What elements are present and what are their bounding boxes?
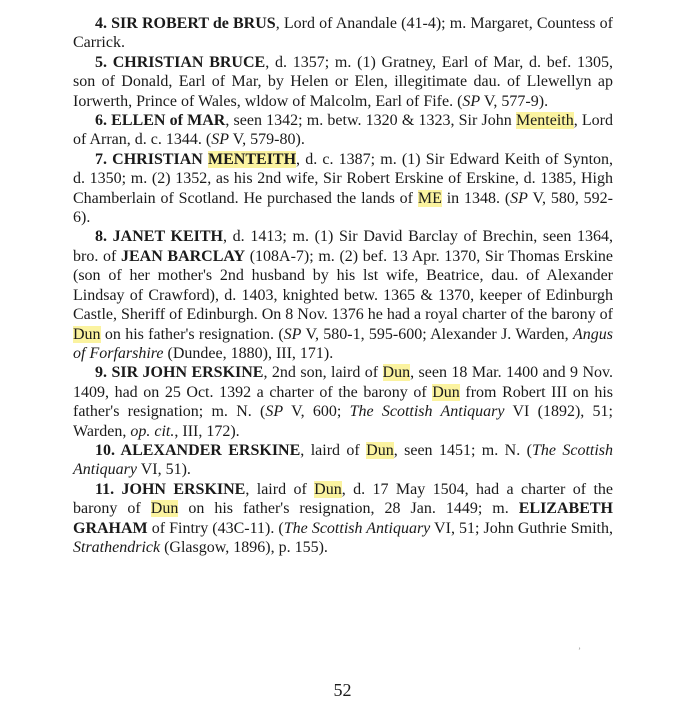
entry-text: (Dundee, 1880), III, 171). bbox=[163, 344, 334, 362]
generation-entry bbox=[73, 480, 613, 558]
stray-mark: ʼ bbox=[578, 646, 581, 656]
generation-entry bbox=[73, 53, 613, 111]
highlighted-term: Dun bbox=[150, 500, 179, 518]
person-name: ELIZABETH GRAHAM bbox=[73, 500, 613, 537]
citation-title: The Scottish Antiquary bbox=[349, 403, 505, 421]
entry-text: of Fintry (43C-11). ( bbox=[147, 519, 284, 537]
page-body bbox=[73, 14, 613, 557]
citation-title: Angus of Forfarshire bbox=[73, 325, 613, 362]
generation-entry bbox=[73, 441, 613, 480]
person-name: 9. SIR JOHN ERSKINE bbox=[95, 364, 264, 382]
highlighted-term: MENTEITH bbox=[208, 150, 297, 168]
entry-text: , d. 1357; m. (1) Gratney, Earl of Mar, d. bef. 1305, son of Donald, Earl of Mar, by Helen or Elen, illegitimate dau. of Llewellyn ap Iorwerth, Prince of Wales, wldow of Malcolm, Earl of Fife. ( bbox=[73, 53, 613, 110]
entry-text: V, 580-1, 595-600; Alexander J. Warden, bbox=[301, 325, 573, 343]
citation-title: SP bbox=[211, 131, 229, 149]
citation-title: SP bbox=[462, 92, 481, 110]
entry-text: , seen 18 Mar. 1400 and 9 Nov. 1409, had on 25 Oct. 1392 a charter of the barony of bbox=[73, 364, 613, 401]
entry-text: V, 579-80). bbox=[228, 131, 305, 149]
citation-title: op. cit. bbox=[130, 422, 175, 440]
entry-text: , Lord of Arran, d. c. 1344. ( bbox=[73, 112, 613, 149]
person-name: 4. SIR ROBERT de BRUS bbox=[95, 15, 276, 32]
person-name: 6. ELLEN of MAR bbox=[95, 112, 226, 130]
person-name: JEAN BARCLAY bbox=[120, 247, 246, 265]
citation-title: The Scottish Antiquary bbox=[73, 441, 614, 479]
entry-text: V, 577-9). bbox=[480, 92, 549, 110]
citation-title: SP bbox=[265, 403, 284, 421]
entry-text: on his father's resignation. ( bbox=[100, 325, 284, 343]
citation-title: SP bbox=[510, 189, 528, 207]
entry-text: V, 600; bbox=[283, 403, 350, 421]
generation-entry bbox=[73, 14, 613, 53]
highlighted-term: Menteith bbox=[515, 112, 574, 130]
person-name: 11. JOHN ERSKINE bbox=[95, 480, 246, 498]
entry-text: VI (1892), 51; Warden, bbox=[73, 403, 613, 440]
entry-text: , d. 1413; m. (1) Sir David Barclay of Brechin, seen 1364, bro. of bbox=[73, 228, 613, 265]
entry-text: , Lord of Anandale (41-4); m. Margaret, Countess of Carrick. bbox=[73, 15, 614, 52]
entry-text: on his father's resignation, 28 Jan. 1449; m. bbox=[178, 500, 519, 518]
entry-text: , 2nd son, laird of bbox=[263, 364, 383, 382]
highlighted-term: Dun bbox=[314, 480, 342, 498]
entry-text: , laird of bbox=[245, 480, 315, 498]
genealogy-entries bbox=[73, 14, 613, 557]
entry-text: , seen 1342; m. betw. 1320 & 1323, Sir John bbox=[225, 112, 516, 130]
highlighted-term: Dun bbox=[382, 364, 411, 382]
citation-title: SP bbox=[283, 325, 302, 343]
highlighted-term: Dun bbox=[432, 383, 460, 401]
entry-text: VI, 51; John Guthrie Smith, bbox=[430, 519, 613, 537]
entry-text: , seen 1451; m. N. ( bbox=[393, 441, 532, 459]
highlighted-term: ME bbox=[417, 189, 442, 207]
person-name: 5. CHRISTIAN BRUCE bbox=[95, 53, 266, 71]
entry-text: , laird of bbox=[300, 441, 367, 459]
person-name: 10. ALEXANDER ERSKINE bbox=[95, 441, 301, 459]
entry-text: (108A-7); m. (2) bef. 13 Apr. 1370, Sir Thomas Erskine (son of her mother's 2nd husband by his lst wife, Beatrice, dau. of Alexander Lindsay of Crawford), d. 1403, knighted betw. 1365 & 1370, keeper of Edinburgh Castle, Sheriff of Edinburgh. On 8 Nov. 1376 he had a royal charter of the barony of bbox=[73, 247, 614, 324]
generation-entry bbox=[73, 150, 613, 228]
highlighted-term: Dun bbox=[73, 325, 101, 343]
entry-text: from Robert III on his father's resignation; m. N. ( bbox=[73, 383, 613, 421]
citation-title: The Scottish Antiquary bbox=[283, 519, 431, 537]
entry-text: in 1348. ( bbox=[441, 189, 511, 207]
highlighted-term: Dun bbox=[366, 441, 394, 459]
citation-title: Strathendrick bbox=[73, 538, 161, 556]
page-number: 52 bbox=[333, 680, 352, 700]
entry-text: V, 580, 592-6). bbox=[73, 189, 614, 227]
person-name: 8. JANET KEITH bbox=[95, 228, 223, 246]
generation-entry bbox=[73, 363, 613, 441]
entry-text: , d. 17 May 1504, had a charter of the barony of bbox=[73, 480, 614, 518]
person-name: 7. CHRISTIAN bbox=[95, 150, 209, 168]
generation-entry bbox=[73, 227, 613, 363]
entry-text: , III, 172). bbox=[174, 422, 240, 440]
entry-text: (Glasgow, 1896), p. 155). bbox=[160, 538, 328, 556]
generation-entry bbox=[73, 111, 613, 150]
entry-text: VI, 51). bbox=[137, 461, 191, 479]
entry-text: , d. c. 1387; m. (1) Sir Edward Keith of Synton, d. 1350; m. (2) 1352, as his 2nd wife, Sir Robert Erskine of Erskine, d. 1385, High Chamberlain of Scotland. He purchased the lands of bbox=[73, 150, 614, 207]
